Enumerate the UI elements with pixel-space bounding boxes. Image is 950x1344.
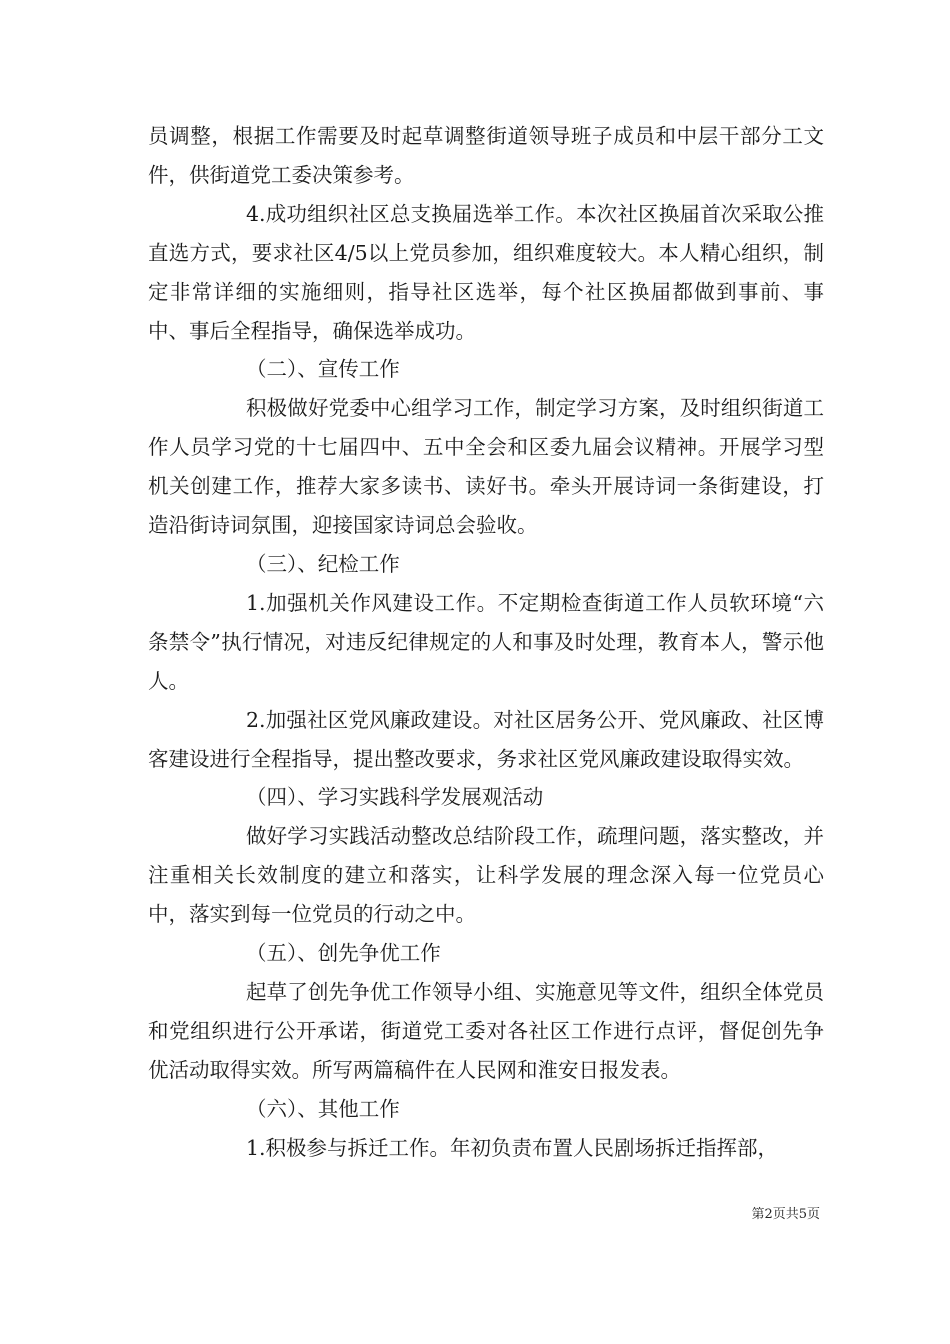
- paragraph-publicity: 积极做好党委中心组学习工作，制定学习方案，及时组织街道工作人员学习党的十七届四中、五中全会和区委九届会议精神。开展学习型机关创建工作，推荐大家多读书、读好书。牵头开展诗词一条街建设，打造沿街诗词氛围，迎接国家诗词总会验收。: [148, 396, 824, 538]
- paragraph-excellence: 起草了创先争优工作领导小组、实施意见等文件，组织全体党员和党组织进行公开承诺，街道党工委对各社区工作进行点评，督促创先争优活动取得实效。所写两篇稿件在人民网和淮安日报发表。: [148, 979, 824, 1082]
- section-heading-scientific-development: （四）、学习实践科学发展观活动: [246, 785, 544, 810]
- paragraph-work-style: 1.加强机关作风建设工作。不定期检查街道工作人员软环境“六条禁令”执行情况，对违反纪律规定的人和事及时处理，教育本人，警示他人。: [148, 590, 824, 693]
- paragraph-continued: 员调整，根据工作需要及时起草调整街道领导班子成员和中层干部分工文件，供街道党工委决策参考。: [148, 124, 824, 187]
- document-body: [148, 117, 824, 1167]
- paragraph-scientific-development: 做好学习实践活动整改总结阶段工作，疏理问题，落实整改，并注重相关长效制度的建立和落实，让科学发展的理念深入每一位党员心中，落实到每一位党员的行动之中。: [148, 824, 824, 927]
- paragraph-election: 4.成功组织社区总支换届选举工作。本次社区换届首次采取公推直选方式，要求社区4/5以上党员参加，组织难度较大。本人精心组织，制定非常详细的实施细则，指导社区选举，每个社区换届都做到事前、事中、事后全程指导，确保选举成功。: [148, 201, 824, 343]
- section-heading-discipline: （三）、纪检工作: [246, 551, 400, 576]
- page-number-footer: 第2页共5页: [751, 1207, 820, 1222]
- section-heading-excellence: （五）、创先争优工作: [246, 941, 441, 966]
- paragraph-integrity: 2.加强社区党风廉政建设。对社区居务公开、党风廉政、社区博客建设进行全程指导，提出整改要求，务求社区党风廉政建设取得实效。: [148, 707, 824, 771]
- section-heading-publicity: （二）、宣传工作: [246, 357, 400, 382]
- paragraph-demolition: 1.积极参与拆迁工作。年初负责布置人民剧场拆迁指挥部，: [246, 1135, 779, 1160]
- section-heading-other: （六）、其他工作: [246, 1096, 400, 1121]
